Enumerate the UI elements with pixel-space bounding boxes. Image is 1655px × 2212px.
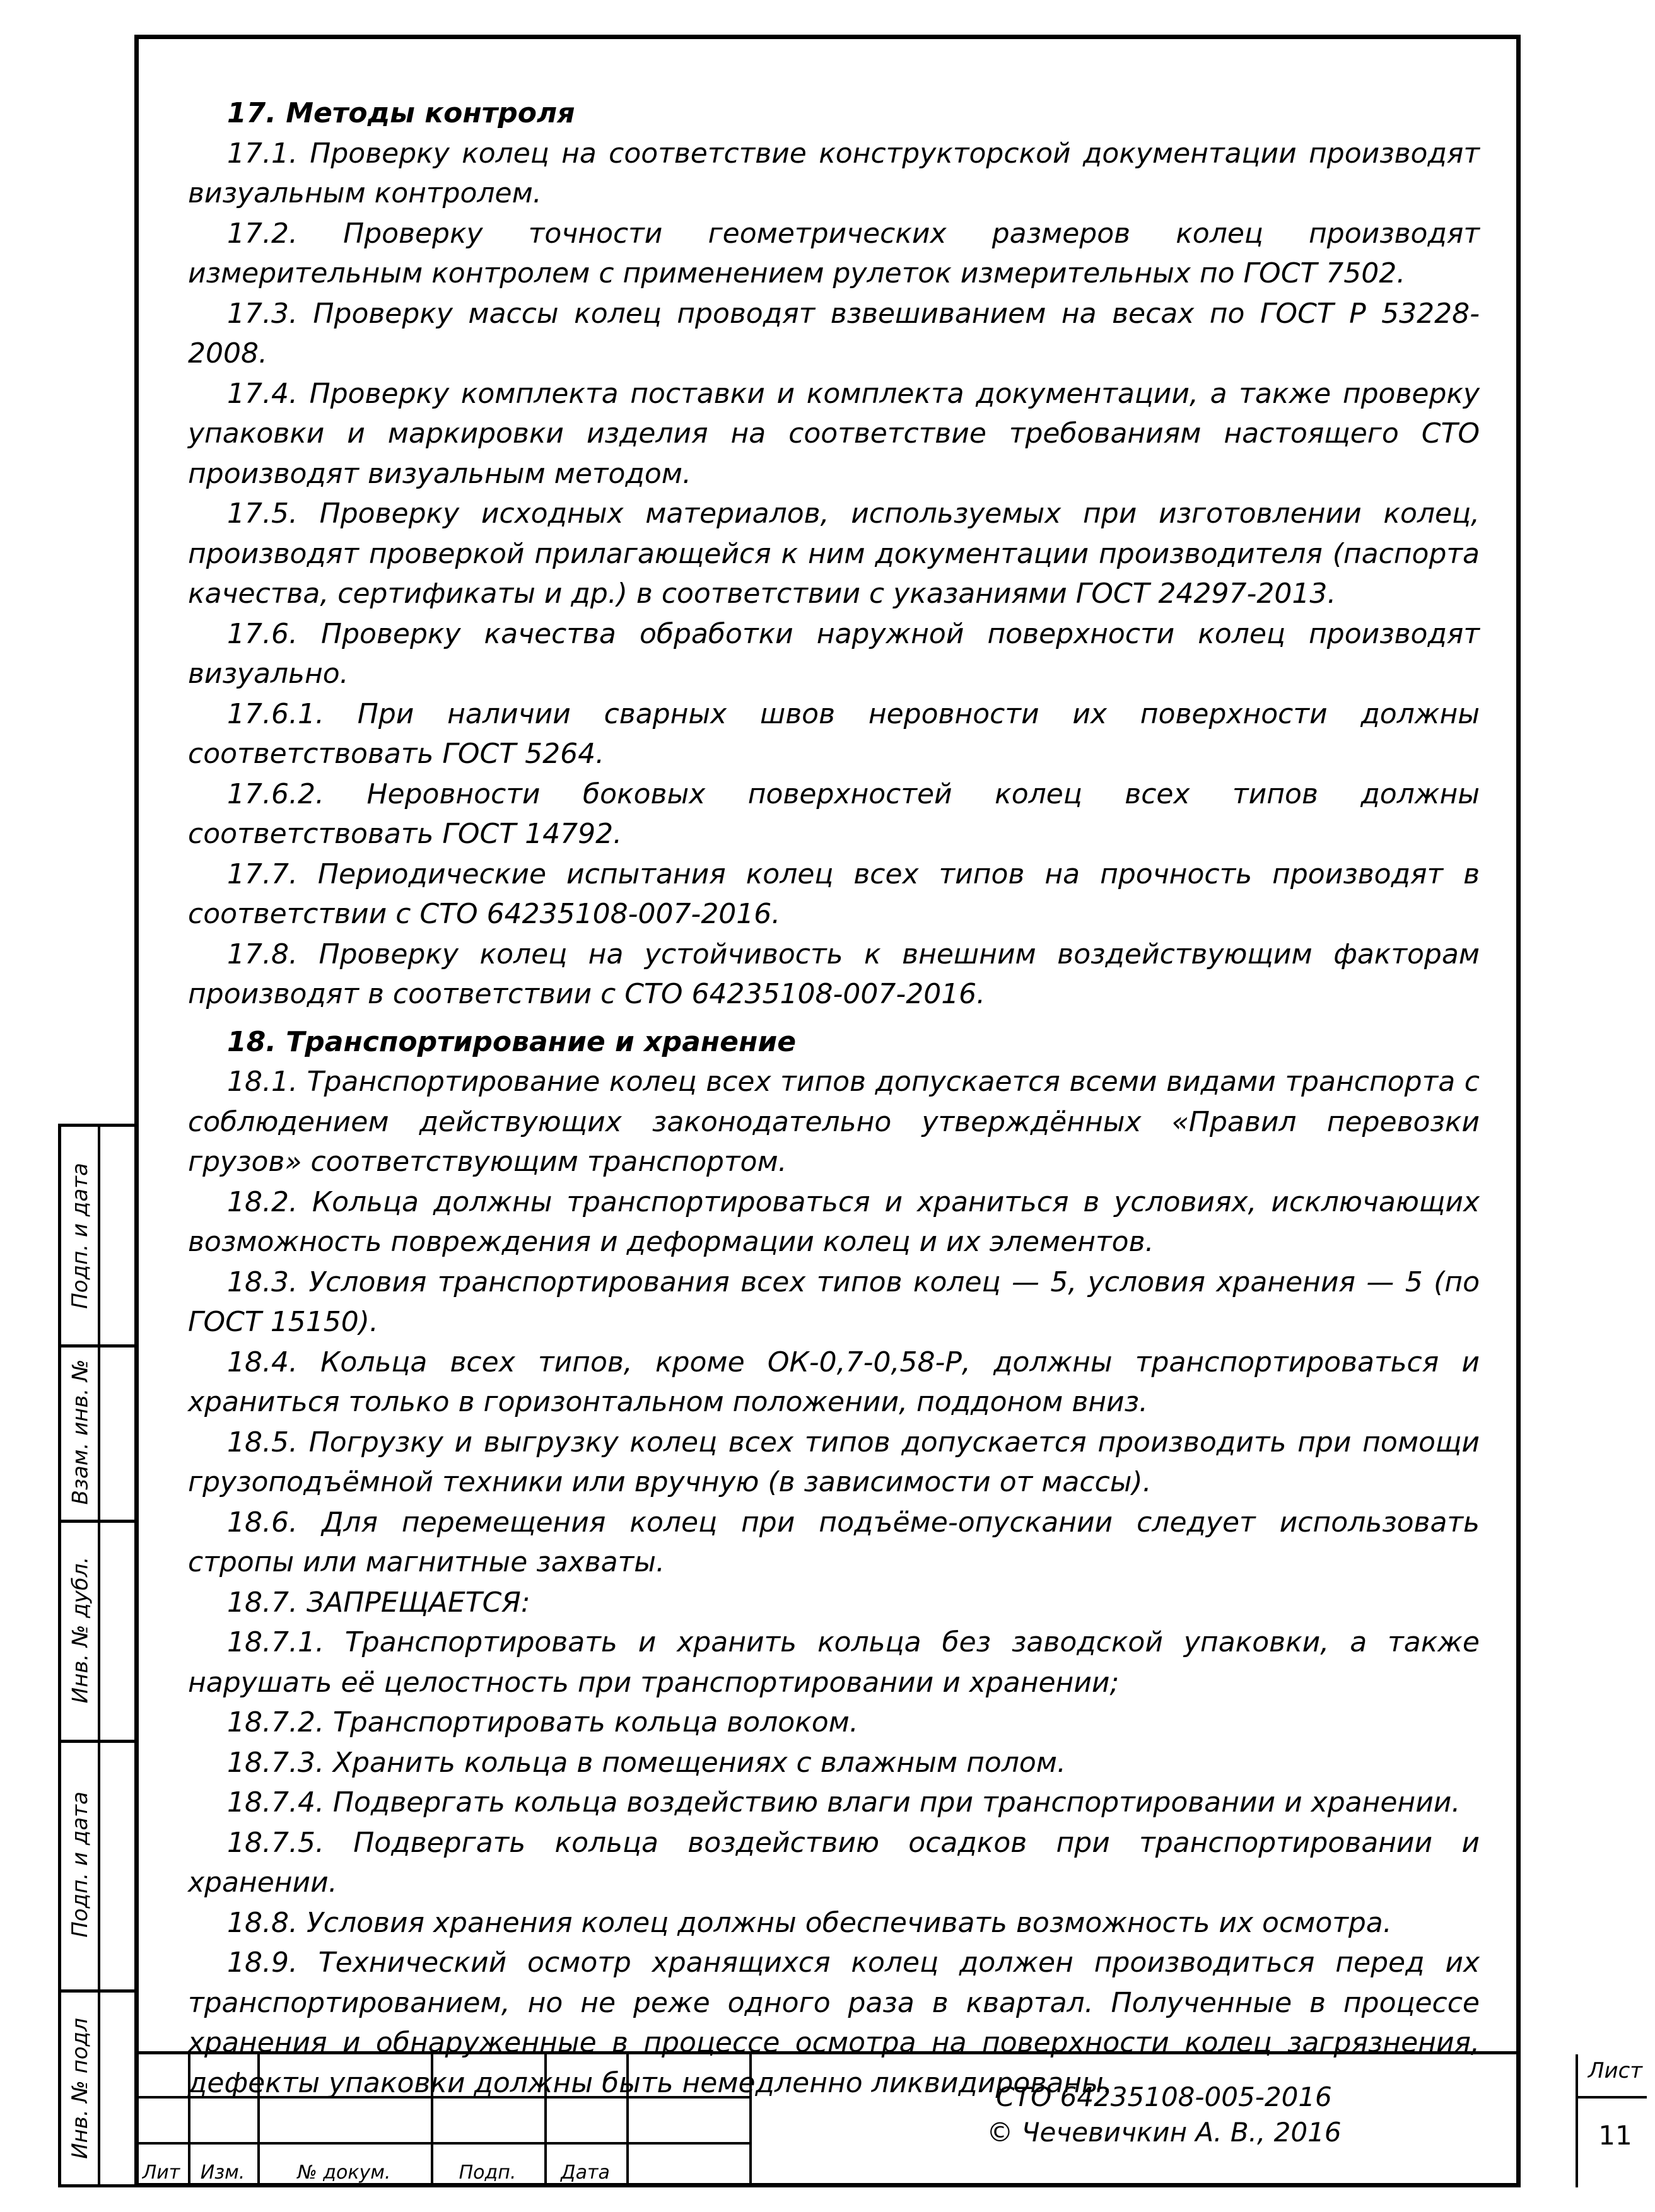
paragraph-18-6: 18.6. Для перемещения колец при подъёме-опускании следует использовать стропы или магнитные захваты. (188, 1506, 1480, 1578)
paragraph-17-8: 17.8. Проверку колец на устойчивость к внешним воздействующим факторам производят в соответствии с СТО 64235108-007-2016. (188, 938, 1480, 1010)
strip-label-sign-date: Подп. и дата (67, 1791, 93, 1938)
title-block-line (134, 2142, 749, 2145)
title-block-date: Дата (561, 2162, 610, 2184)
section-17-heading: 17. Методы контроля (227, 97, 575, 129)
paragraph-18-7-1: 18.7.1. Транспортировать и хранить кольца без заводской упаковки, а также нарушать её целостность при транспортировании и хранении; (188, 1626, 1480, 1699)
paragraph-17-2: 17.2. Проверку точности геометрических размеров колец производят измерительным контролем с применением рулеток измерительных по ГОСТ 7502. (188, 217, 1480, 289)
paragraph-18-5: 18.5. Погрузку и выгрузку колец всех типов допускается производить при помощи грузоподъёмной техники или вручную (в зависимости от массы). (188, 1426, 1480, 1498)
title-block-lit: Лит (142, 2162, 180, 2184)
paragraph-17-3: 17.3. Проверку массы колец проводят взвешиванием на весах по ГОСТ Р 53228-2008. (188, 297, 1480, 370)
paragraph-18-8: 18.8. Условия хранения колец должны обеспечивать возможность их осмотра. (227, 1906, 1392, 1939)
paragraph-17-6-1: 17.6.1. При наличии сварных швов неровности их поверхности должны соответствовать ГОСТ 5264. (188, 697, 1480, 770)
paragraph-18-7-2: 18.7.2. Транспортировать кольца волоком. (227, 1706, 858, 1738)
document-designation: СТО 64235108-005-2016 (996, 2081, 1332, 2112)
side-stamp-strip (58, 1124, 134, 2187)
title-block-doc-no: № докум. (297, 2162, 391, 2184)
title-block-signature: Подп. (459, 2162, 517, 2184)
paragraph-17-4: 17.4. Проверку комплекта поставки и комплекта документации, а также проверку упаковки и маркировки изделия на соответствие требованиям настоящего СТО производят визуальным методом. (188, 377, 1480, 490)
paragraph-18-7-5: 18.7.5. Подвергать кольца воздействию осадков при транспортировании и хранении. (188, 1826, 1480, 1899)
title-block-line (1576, 2096, 1647, 2098)
strip-label-orig-inv: Инв. № подл (67, 2018, 93, 2159)
paragraph-17-5: 17.5. Проверку исходных материалов, используемых при изготовлении колец, производят проверкой прилагающейся к ним документации производителя (паспорта качества, сертификаты и др.) в соответствии с указаниями ГОСТ 24297-2013. (188, 498, 1480, 610)
document-copyright: © Чечевичкин А. В., 2016 (986, 2117, 1342, 2148)
strip-label-dup-inv: Инв. № дубл. (67, 1556, 93, 1703)
paragraph-18-9: 18.9. Технический осмотр хранящихся колец должен производиться перед их транспортированием, но не реже одного раза в квартал. Полученные в процессе хранения и обнаруженные в процессе осмотра на поверхности колец загрязнения, дефекты упаковки должны быть немедленно ликвидированы. (188, 1947, 1480, 2099)
paragraph-17-6: 17.6. Проверку качества обработки наружной поверхности колец производят визуально. (188, 617, 1480, 690)
title-block (134, 2051, 1643, 2187)
title-block-line (134, 2096, 749, 2098)
paragraph-18-7-4: 18.7.4. Подвергать кольца воздействию влаги при транспортировании и хранении. (227, 1786, 1461, 1819)
title-block-line (626, 2054, 629, 2187)
strip-label-replace-inv: Взам. инв. № (67, 1359, 93, 1505)
section-18-heading: 18. Транспортирование и хранение (227, 1025, 797, 1058)
title-block-izm: Изм. (200, 2162, 245, 2184)
document-code (752, 2080, 1576, 2150)
strip-vertical-line (98, 1127, 100, 2184)
paragraph-18-7-3: 18.7.3. Хранить кольца в помещениях с влажным полом. (227, 1746, 1066, 1779)
paragraph-17-6-2: 17.6.2. Неровности боковых поверхностей колец всех типов должны соответствовать ГОСТ 14792. (188, 777, 1480, 850)
title-block-line (749, 2054, 752, 2187)
sheet-number: 11 (1598, 2120, 1632, 2151)
paragraph-18-3: 18.3. Условия транспортирования всех типов колец — 5, условия хранения — 5 (по ГОСТ 15150). (188, 1266, 1480, 1338)
paragraph-18-2: 18.2. Кольца должны транспортироваться и храниться в условиях, исключающих возможность повреждения и деформации колец и их элементов. (188, 1185, 1480, 1258)
strip-label-sign-date-top: Подп. и дата (67, 1162, 93, 1309)
paragraph-18-7: 18.7. ЗАПРЕЩАЕТСЯ: (227, 1586, 530, 1619)
sheet-label: Лист (1588, 2058, 1643, 2083)
paragraph-17-1: 17.1. Проверку колец на соответствие конструкторской документации производят визуальным контролем. (188, 137, 1480, 209)
paragraph-18-1: 18.1. Транспортирование колец всех типов допускается всеми видами транспорта с соблюдением действующих законодательно утверждённых «Правил перевозки грузов» соответствующим транспортом. (188, 1066, 1480, 1178)
paragraph-18-4: 18.4. Кольца всех типов, кроме ОК-0,7-0,58-Р, должны транспортироваться и храниться только в горизонтальном положении, поддоном вниз. (188, 1346, 1480, 1418)
paragraph-17-7: 17.7. Периодические испытания колец всех типов на прочность производят в соответствии с СТО 64235108-007-2016. (188, 858, 1480, 930)
document-body (188, 93, 1480, 2103)
